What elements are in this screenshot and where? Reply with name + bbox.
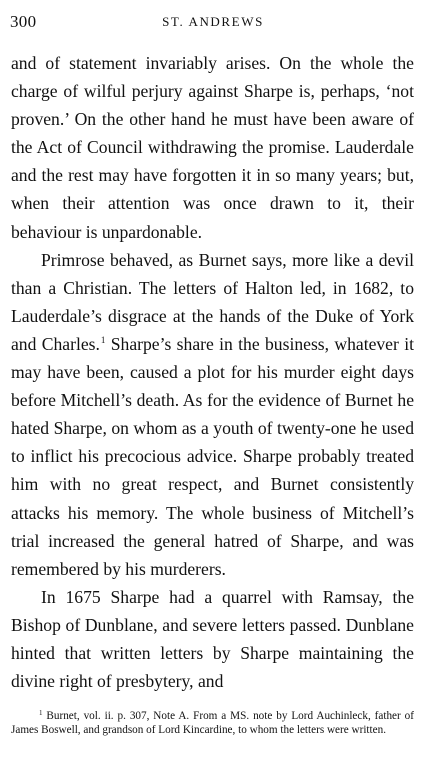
paragraph-continued: and of statement invariably arises. On the whole the charge of wilful perjury against Sharpe is, perhaps, ‘not proven.’ On the other hand he must have been aware of the Act of Council withdrawing the promise. Lauderdale and the rest may have forgotten it in so many years; but, when their attention was once drawn to it, their behaviour is unpardonable. [11, 53, 414, 242]
page-number: 300 [10, 12, 37, 31]
paragraph-primrose [11, 246, 414, 583]
paragraph-text-after-note: Sharpe’s share in the business, whatever it may have been, caused a plot for his murder eight days before Mitchell’s death. As for the evidence of Burnet he hated Sharpe, on whom as a youth of twenty-one he used to inflict his precocious advice. Sharpe probably treated him with no great respect, and Burnet consistently attacks his memory. The whole business of Mitchell’s trial increased the general hatred of Sharpe, and was remembered by his murderers. [11, 333, 414, 579]
paragraph-ramsay: In 1675 Sharpe had a quarrel with Ramsay, the Bishop of Dunblane, and severe letters passed. Dunblane hinted that written letters by Sharpe maintaining the divine right of presbytery, and [11, 586, 414, 692]
body-text [11, 49, 414, 695]
footnote [11, 709, 414, 737]
paragraph-text-before-note: Primrose behaved, as Burnet says, more like a devil than a Christian. The letters of Halton led, in 1682, to Lauderdale’s disgrace at the hands of the Duke of York and Charles. [11, 249, 414, 354]
footnote-marker: 1 [39, 709, 43, 717]
running-head: ST. ANDREWS [162, 14, 264, 29]
footnote-reference: 1 [100, 334, 106, 345]
page-header [10, 12, 416, 32]
footnote-text: Burnet, vol. ii. p. 307, Note A. From a MS. note by Lord Auchinleck, father of James Boswell, and grandson of Lord Kincardine, to whom the letters were written. [11, 710, 414, 737]
